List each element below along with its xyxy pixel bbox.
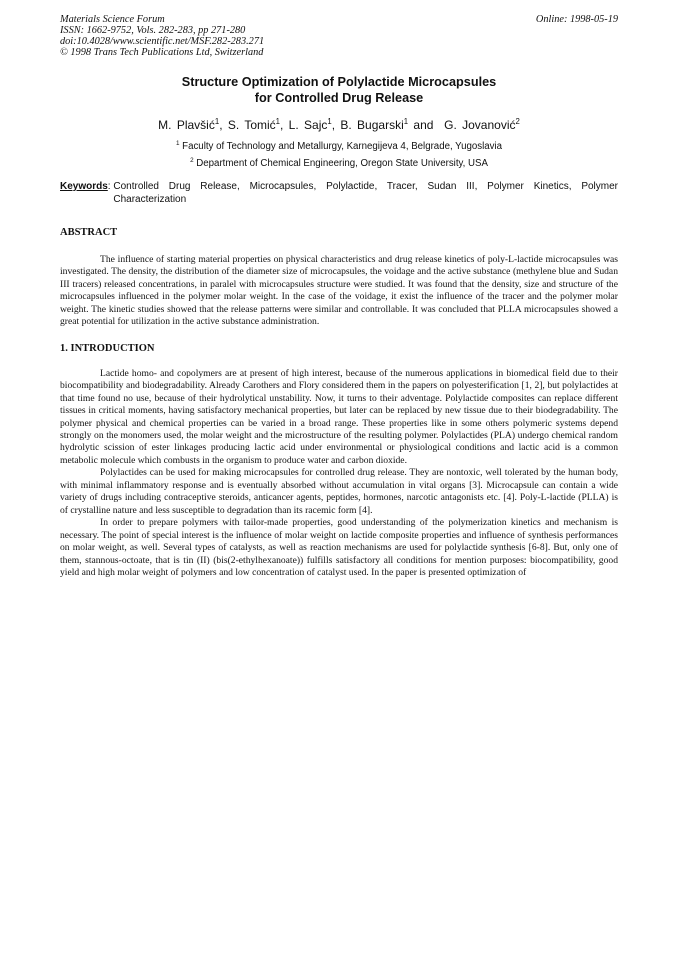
- keywords-label: Keywords: [60, 181, 108, 192]
- running-header: [60, 14, 618, 58]
- journal-name: Materials Science Forum: [60, 14, 165, 25]
- keywords-block: [60, 181, 618, 206]
- abstract-heading: ABSTRACT: [60, 227, 118, 238]
- affiliation-mark: 2: [190, 156, 194, 164]
- introduction-heading: 1. INTRODUCTION: [60, 342, 155, 354]
- online-date: Online: 1998-05-19: [535, 14, 618, 25]
- author: [158, 118, 219, 132]
- intro-paragraph-3: In order to prepare polymers with tailor-made properties, good understanding of the polymerization kinetics and mechanism is necessary. The point of special interest is the influence of molar weight on lactide composite properties and influence of synthesis performances on molar weight, as well. Several types of catalysts, as well as reaction mechanisms are used for polylactide synthesis [6-8]. But, only one of them, stannous-octoate, that is tin (II) (bis(2-ethylhexanoate)) fulfills satisfactory all conditions for mention purposes: biocompatibility, good yield and high molar weight of polymers and low concentration of catalyst used. In the paper is presented optimization of: [60, 517, 618, 578]
- title-line-2: for Controlled Drug Release: [254, 90, 424, 105]
- author-separator: ,: [280, 118, 289, 132]
- copyright-line: © 1998 Trans Tech Publications Ltd, Switzerland: [60, 47, 264, 58]
- author-name: M. Plavšić: [158, 118, 215, 132]
- author-separator: and: [408, 118, 439, 132]
- author: [444, 118, 520, 132]
- affiliation-mark: 1: [175, 139, 180, 147]
- keywords-colon: :: [107, 181, 114, 192]
- paper-title: [60, 75, 618, 106]
- intro-paragraph-2: Polylactides can be used for making microcapsules for controlled drug release. They are nontoxic, well tolerated by the human body, with minimal inflammatory response and is eventually absorbed without accumulation in vital organs [3]. Microcapsule can contain a wide variety of drugs including contraceptive steroids, anticancer agents, peptides, hormones, narcotic antagonists etc. [4]. Poly-L-lactide (PLLA) is of crystalline nature and less susceptible to degradation than its racemic form [4].: [60, 467, 618, 516]
- author-name: S. Tomić: [227, 118, 276, 132]
- author: [228, 118, 280, 132]
- author: [340, 118, 408, 132]
- abstract-section: [60, 254, 618, 329]
- author-affiliation-mark: 1: [275, 117, 280, 126]
- author-affiliation-mark: 2: [515, 117, 520, 126]
- doi-line: doi:10.4028/www.scientific.net/MSF.282-283.271: [60, 36, 265, 47]
- affiliation-text: Faculty of Technology and Metallurgy, Karnegijeva 4, Belgrade, Yugoslavia: [182, 141, 503, 152]
- author-separator: ,: [331, 118, 341, 132]
- title-line-1: Structure Optimization of Polylactide Microcapsules: [181, 75, 497, 89]
- author-name: B. Bugarski: [340, 118, 404, 132]
- author-list: [60, 118, 618, 133]
- affiliation-2: [60, 156, 618, 173]
- affiliation-text: Department of Chemical Engineering, Oregon State University, USA: [196, 157, 488, 169]
- author: [289, 118, 332, 132]
- keywords-text: Controlled Drug Release, Microcapsules, Polylactide, Tracer, Sudan III, Polymer Kinetics, Polymer Characterization: [113, 181, 618, 205]
- author-affiliation-mark: 1: [403, 117, 409, 126]
- abstract-paragraph: The influence of starting material properties on physical characteristics and drug release kinetics of poly-L-lactide microcapsules was investigated. The density, the distribution of the diameter size of microcapsules, the voidage and the active substance (methylene blue and Sudan III tracers) released concentrations, in paralel with microcapsules structure were studied. It was found that the density, size and structure of the microcapsules influenced in the polymer molar weight. In the case of the voidage, it exist the influence of the tracer and the polymer molar weight. The kinetic studies showed that the release patterns were similar and controllable. It was concluded that PLLA microcapsules showed a great potential for utilization in the active substance administration.: [60, 254, 618, 328]
- affiliation-1: [60, 139, 618, 156]
- author-name: L. Sajc: [288, 118, 328, 132]
- author-affiliation-mark: 1: [214, 117, 220, 126]
- issn-line: ISSN: 1662-9752, Vols. 282-283, pp 271-280: [60, 25, 246, 36]
- introduction-section: [60, 368, 618, 580]
- author-name: G. Jovanović: [444, 118, 516, 132]
- author-separator: ,: [219, 118, 228, 132]
- intro-paragraph-1: Lactide homo- and copolymers are at present of high interest, because of the numerous applications in biomedical field due to their biocompatibility and biodegradability. Already Carothers and Flory considered them in the papers on polyesterification [1, 2], but polylactides at that time found no use, because of their hydrolytical unstability. Now, it turns to their adventage. Polylactide composites can replace different tissues in critical moments, having satisfactory mechanical properties, but later can be replaced by new tissue due to their biodegradability. The polymer physical and chemical properties can be varied in a broad range. These properties like in some others polymeric systems depend strongly on the monomers used, the molar weight and the microstructure of the resulting polymer. Polylactides (PLA) undergo chemical random hydrolytic scission of ester linkages producing lactic acid under environmental or physiological conditions and lactic acid is a common metabolic molecule which combusts in the organism to produce water and carbon dioxide.: [60, 367, 618, 466]
- author-affiliation-mark: 1: [327, 117, 332, 126]
